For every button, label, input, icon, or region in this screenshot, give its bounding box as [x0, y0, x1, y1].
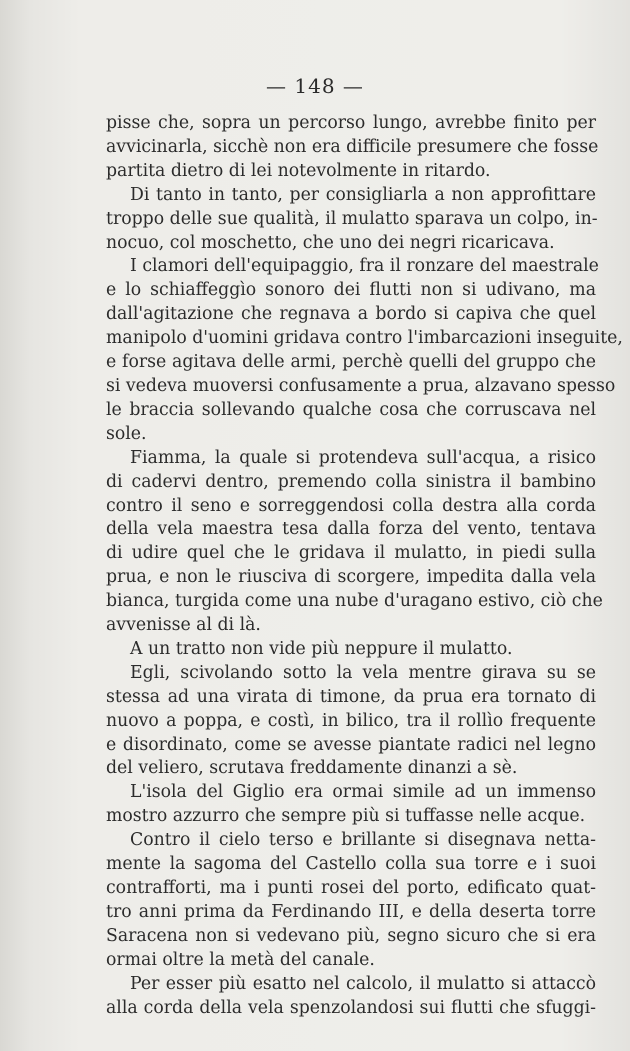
- text-line: I clamori dell'equipaggio, fra il ronzare del maestrale: [130, 256, 599, 277]
- text-line: avvicinarla, sicchè non era difficile presumere che fosse: [106, 136, 599, 157]
- body-text: [106, 112, 623, 1020]
- text-line: prua, e non le riusciva di scorgere, impedita dalla vela: [106, 567, 596, 588]
- text-line: del veliero, scrutava freddamente dinanzi a sè.: [106, 758, 518, 779]
- text-line: della vela maestra tesa dalla forza del vento, tentava: [106, 519, 596, 540]
- text-line: Saracena non si vedevano più, segno sicuro che si era: [106, 925, 596, 946]
- text-line: mostro azzurro che sempre più si tuffasse nelle acque.: [106, 806, 586, 827]
- text-line: contro il seno e sorreggendosi colla destra alla corda: [106, 495, 596, 516]
- text-line: e disordinato, come se avesse piantate radici nel legno: [106, 734, 596, 755]
- text-line: tro anni prima da Ferdinando III, e della deserta torre: [106, 901, 596, 922]
- text-line: ormai oltre la metà del canale.: [106, 949, 375, 970]
- text-line: pisse che, sopra un percorso lungo, avrebbe finito per: [106, 113, 596, 133]
- text-line: le braccia sollevando qualche cosa che corruscava nel: [106, 399, 596, 420]
- text-line: Egli, scivolando sotto la vela mentre girava su se: [130, 662, 596, 683]
- text-line: si vedeva muoversi confusamente a prua, alzavano spesso: [106, 375, 616, 396]
- text-line: manipolo d'uomini gridava contro l'imbarcazioni inseguite,: [106, 328, 623, 349]
- text-line: stessa ad una virata di timone, da prua era tornato di: [106, 686, 596, 707]
- text-line: sole.: [106, 423, 147, 444]
- text-line: Contro il cielo terso e brillante si disegnava netta-: [130, 830, 596, 851]
- text-line: partita dietro di lei notevolmente in ritardo.: [106, 160, 491, 181]
- text-line: contrafforti, ma i punti rosei del porto, edificato quat-: [106, 878, 596, 898]
- text-line: alla corda della vela spenzolandosi sui flutti che sfuggi-: [106, 997, 596, 1018]
- text-line: avvenisse al di là.: [106, 615, 261, 636]
- text-line: e forse agitava delle armi, perchè quelli del gruppo che: [106, 352, 596, 373]
- text-line: L'isola del Giglio era ormai simile ad un immenso: [130, 782, 596, 803]
- text-line: di cadervi dentro, premendo colla sinistra il bambino: [106, 471, 596, 492]
- text-line: nuovo a poppa, e costì, in bilico, tra il rollìo frequente: [106, 710, 596, 731]
- text-line: A un tratto non vide più neppure il mulatto.: [130, 638, 513, 659]
- text-line: Per esser più esatto nel calcolo, il mulatto si attaccò: [130, 973, 596, 994]
- text-line: dall'agitazione che regnava a bordo si capiva che quel: [106, 304, 596, 325]
- text-line: mente la sagoma del Castello colla sua torre e i suoi: [106, 854, 596, 875]
- text-line: Di tanto in tanto, per consigliarla a non approfittare: [130, 184, 596, 205]
- text-line: troppo delle sue qualità, il mulatto sparava un colpo, in-: [106, 208, 598, 229]
- text-line: nocuo, col moschetto, che uno dei negri ricaricava.: [106, 232, 555, 253]
- text-line: di udire quel che le gridava il mulatto, in piedi sulla: [106, 543, 596, 564]
- text-line: Fiamma, la quale si protendeva sull'acqua, a risico: [130, 447, 596, 468]
- text-line: e lo schiaffeggìo sonoro dei flutti non si udivano, ma: [106, 280, 596, 301]
- text-line: bianca, turgida come una nube d'uragano estivo, ciò che: [106, 591, 603, 612]
- page-number: — 148 —: [266, 74, 364, 98]
